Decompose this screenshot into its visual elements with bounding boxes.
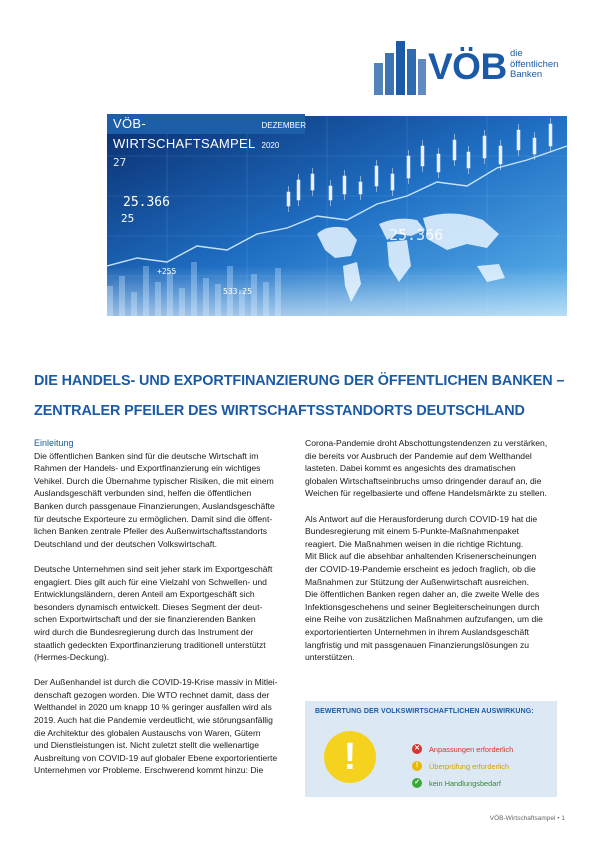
publication-title: VÖB-WIRTSCHAFTSAMPEL	[113, 116, 256, 151]
rating-adjustments-required	[412, 743, 513, 755]
headline-line-1: DIE HANDELS- UND EXPORTFINANZIERUNG DER ÖFFENTLICHEN BANKEN –	[34, 373, 565, 389]
overlay-number: 533.25	[223, 287, 252, 296]
assessment-box	[305, 701, 557, 797]
overlay-number: 25	[121, 212, 135, 225]
headline-line-2: ZENTRALER PFEILER DES WIRTSCHAFTSSTANDORTS DEUTSCHLAND	[34, 403, 525, 419]
section-title: Einleitung	[34, 438, 74, 448]
exclamation-icon: !	[412, 761, 422, 771]
rating-label: Anpassungen erforderlich	[429, 744, 514, 754]
publication-date: DEZEMBER 2020	[261, 121, 306, 150]
overlay-number: 25.366	[123, 195, 170, 210]
rating-no-action-needed	[412, 777, 501, 789]
paragraph: Corona-Pandemie droht Abschottungstendenzen zu verstärken, die bereits vor Ausbruch der Pandemie auf dem Welthandel lasteten. Dabei kommt es angesichts des dramatischen globalen Wirtschaftseinbruchs umso dringender darauf an, die Weichen für regelbasierte und offene Handelsmärkte zu stellen.	[305, 438, 548, 499]
overlay-number: 27	[113, 156, 127, 169]
paragraph: Deutsche Unternehmen sind seit jeher stark im Exportgeschäft engagiert. Dies gilt auch für eine Vielzahl von Schwellen- und Entwicklungsländern, deren Anteil am Exportgeschäft sich besonders dynamisch entwickelt. Dieses Segment der deut- schen Exportwirtschaft und der sie finanzierenden Banken wird durch die Bundesregierung durch das Instrument der staatlich gedeckten Exportfinanzierung traditionell unterstützt (Hermes-Deckung).	[34, 563, 273, 663]
headline	[34, 366, 564, 426]
right-column	[305, 437, 567, 676]
page-footer: VÖB-Wirtschaftsampel • 1	[489, 815, 565, 822]
overlay-number: +255	[157, 267, 177, 276]
left-column	[34, 437, 296, 790]
logo-wordmark: VÖB	[428, 46, 507, 87]
rating-label: Überprüfung erforderlich	[429, 761, 510, 771]
cross-icon: ✕	[412, 744, 422, 754]
logo-bars-icon	[374, 41, 426, 95]
assessment-title: BEWERTUNG DER VOLKSWIRTSCHAFTLICHEN AUSWIRKUNG:	[315, 708, 534, 715]
paragraph: Der Außenhandel ist durch die COVID-19-Krise massiv in Mitlei- denschaft gezogen worden. Die WTO rechnet damit, dass der Welthandel in 2020 um knapp 10 % geringer ausfallen wird als 2019. Auch hat die Pandemie verdeutlicht, wie störungsanfällig die Architektur des globalen Austauschs von Waren, Gütern und Dienstleistungen ist. Nicht zuletzt stellt die wellenartige Ausbreitung von COVID-19 auf globaler Ebene exportorientierte Unternehmen vor Probleme. Erschwerend kommt hinzu: Die	[34, 677, 278, 776]
voeb-logo	[374, 41, 570, 95]
logo-subtitle: die öffentlichen Banken	[510, 48, 559, 80]
rating-review-required	[412, 760, 509, 772]
hero-title-bar	[107, 114, 306, 151]
rating-label: kein Handlungsbedarf	[429, 778, 501, 788]
checkmark-icon: ✓	[412, 778, 422, 788]
paragraph: Als Antwort auf die Herausforderung durch COVID-19 hat die Bundesregierung mit einem 5-Punkte-Maßnahmenpaket reagiert. Die Maßnahmen weisen in die richtige Richtung. Mit Blick auf die absehbar anhaltenden Krisenerscheinungen der COVID-19-Pandemie erscheint es jedoch fraglich, ob die Maßnahmen zur Stützung der Außenwirtschaft ausreichen. Die öffentlichen Banken regen daher an, die zweite Welle des Infektionsgeschehens und seiner Begleiterscheinungen durch eine Reihe von zusätzlichen Maßnahmen aufzufangen, um die exportorientierten Unternehmen in ihrem Auslandsgeschäft langfristig und mit passgenauen Finanzierungslösungen zu unterstützen.	[305, 513, 543, 663]
overlay-number: 25.366	[389, 226, 444, 244]
paragraph: Die öffentlichen Banken sind für die deutsche Wirtschaft im Rahmen der Handels- und Exportfinanzierung ein wichtiges Vehikel. Durch die Übernahme typischer Risiken, die mit einem Auslandsgeschäft verbunden sind, helfen die öffentlichen Banken durch passgenaue Finanzierungen, Auslandsgeschäfte für deutsche Exporteure zu ermöglichen. Damit sind die öffent- lichen Banken zentrale Pfeiler des Außenwirtschaftsstandorts Deutschland und der deutschen Volkswirtschaft.	[34, 450, 275, 549]
warning-signal-icon: !	[324, 731, 376, 783]
